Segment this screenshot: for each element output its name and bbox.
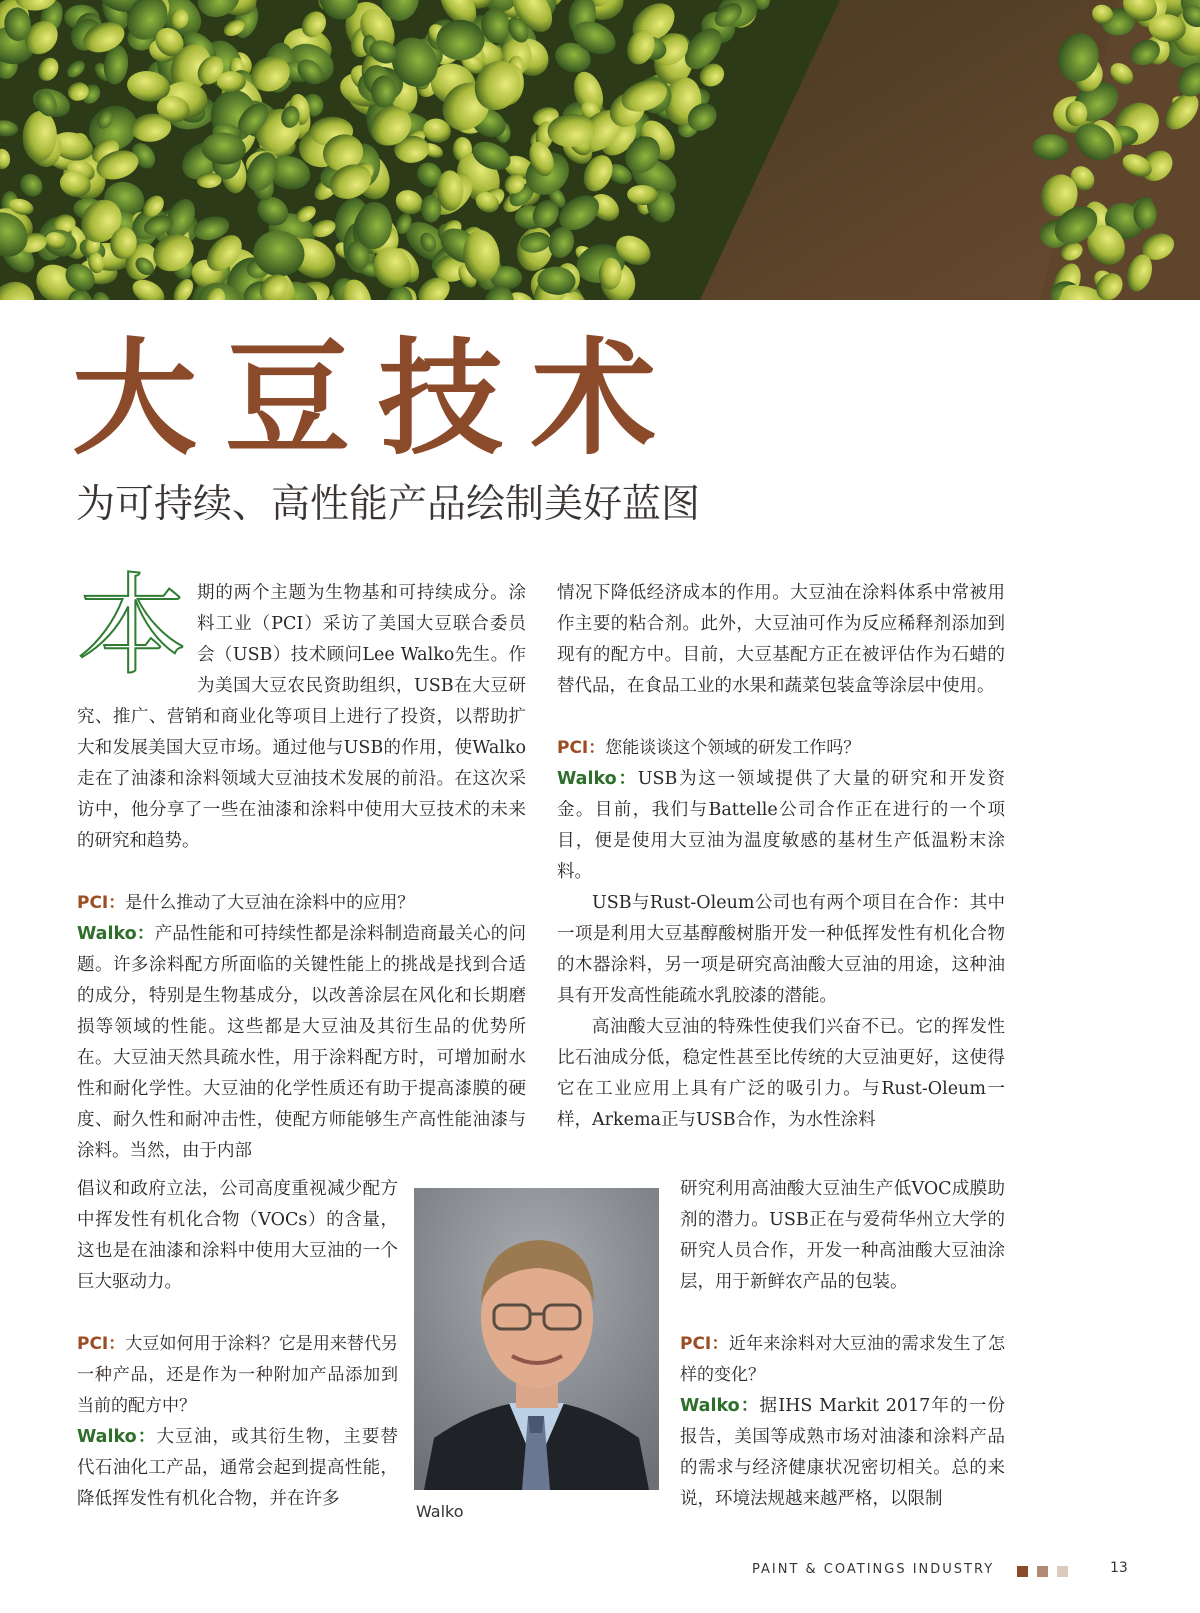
footer-square-2 <box>1037 1566 1048 1577</box>
pci-label: PCI： <box>77 1334 126 1354</box>
footer-square-1 <box>1017 1566 1028 1577</box>
question-3 <box>557 733 1005 764</box>
question-4 <box>680 1329 1005 1391</box>
page-number: 13 <box>1110 1560 1128 1576</box>
right-column <box>557 578 1005 1136</box>
leaf <box>1134 199 1157 230</box>
answer-3-text: USB为这一领域提供了大量的研究和开发资金。目前，我们与Battelle公司合作正在进行的一个项目，便是使用大豆油为温度敏感的基材生产低温粉末涂料。 <box>557 769 1005 882</box>
answer-1-continued: 倡议和政府立法，公司高度重视减少配方中挥发性有机化合物（VOCs）的含量，这也是在油漆和涂料中使用大豆油的一个巨大驱动力。 <box>77 1179 398 1292</box>
question-2 <box>77 1329 398 1422</box>
left-narrow-column <box>77 1174 398 1515</box>
answer-2 <box>77 1422 398 1515</box>
leaf <box>421 195 441 223</box>
answer-2-continued: 情况下降低经济成本的作用。大豆油在涂料体系中常被用作主要的粘合剂。此外，大豆油可作为反应稀释剂添加到现有的配方中。目前，大豆基配方正在被评估作为石蜡的替代品，在食品工业的水果和蔬菜包装盒等涂层中使用。 <box>557 583 1005 696</box>
answer-4-text: 据IHS Markit 2017年的一份报告，美国等成熟市场对油漆和涂料产品的需求与经济健康状况密切相关。总的来说，环境法规越来越严格，以限制 <box>680 1396 1005 1509</box>
answer-3-paragraph-2: USB与Rust-Oleum公司也有两个项目在合作：其中一项是利用大豆基醇酸树脂开发一种低挥发性有机化合物的木器涂料，另一项是研究高油酸大豆油的用途，这种油具有开发高性能疏水乳胶漆的潜能。 <box>557 893 1005 1006</box>
leaf <box>436 20 484 60</box>
walko-label: Walko： <box>77 924 155 944</box>
pci-label: PCI： <box>680 1334 729 1354</box>
question-1 <box>77 888 526 919</box>
hero-image-soybean-field <box>0 0 1200 300</box>
pci-label: PCI： <box>77 893 126 913</box>
question-4-text: 近年来涂料对大豆油的需求发生了怎样的变化？ <box>680 1334 1006 1385</box>
page-title: 大豆技术 <box>72 327 684 472</box>
dropcap: 本 <box>77 562 187 690</box>
walko-label: Walko： <box>680 1396 760 1416</box>
answer-1 <box>77 919 526 1167</box>
intro-text: 期的两个主题为生物基和可持续成分。涂料工业（PCI）采访了美国大豆联合委员会（USB）技术顾问Lee Walko先生。作为美国大豆农民资助组织，USB在大豆研究、推广、营销和商业化等项目上进行了投资，以帮助扩大和发展美国大豆市场。通过他与USB的作用，使Walko走在了油漆和涂料领域大豆油技术发展的前沿。在这次采访中，他分享了一些在油漆和涂料中使用大豆技术的未来的研究和趋势。 <box>77 583 526 851</box>
walko-label: Walko： <box>77 1427 157 1447</box>
footer-square-3 <box>1057 1566 1068 1577</box>
answer-3-paragraph-3-continued: 研究利用高油酸大豆油生产低VOC成膜助剂的潜力。USB正在与爱荷华州立大学的研究人员合作，开发一种高油酸大豆油涂层，用于新鲜农产品的包装。 <box>680 1179 1005 1292</box>
answer-3-paragraph-3: 高油酸大豆油的特殊性使我们兴奋不已。它的挥发性比石油成分低，稳定性甚至比传统的大豆油更好，这使得它在工业应用上具有广泛的吸引力。与Rust-Oleum一样，Arkema正与USB合作，为水性涂料 <box>557 1017 1005 1130</box>
pci-label: PCI： <box>557 738 606 758</box>
question-3-text: 您能谈谈这个领域的研发工作吗？ <box>605 738 861 758</box>
answer-2-text: 大豆油，或其衍生物，主要替代石油化工产品，通常会起到提高性能，降低挥发性有机化合物，并在许多 <box>77 1427 398 1509</box>
answer-1-text: 产品性能和可持续性都是涂料制造商最关心的问题。许多涂料配方所面临的关键性能上的挑战是找到合适的成分，特别是生物基成分，以改善涂层在风化和长期磨损等领域的性能。这些都是大豆油及其衍生品的优势所在。大豆油天然具疏水性，用于涂料配方时，可增加耐水性和耐化学性。大豆油的化学性质还有助于提高漆膜的硬度、耐久性和耐冲击性，使配方师能够生产高性能油漆与涂料。当然，由于内部 <box>77 924 526 1161</box>
publication-name: PAINT & COATINGS INDUSTRY <box>752 1562 995 1577</box>
photo-caption: Walko <box>416 1502 464 1521</box>
intro-paragraph <box>77 562 526 857</box>
answer-4 <box>680 1391 1005 1515</box>
page-subtitle: 为可持续、高性能产品绘制美好蓝图 <box>76 482 701 527</box>
left-column <box>77 562 526 1167</box>
question-1-text: 是什么推动了大豆油在涂料中的应用？ <box>125 893 415 913</box>
portrait-photo <box>414 1188 659 1490</box>
question-2-text: 大豆如何用于涂料？它是用来替代另一种产品，还是作为一种附加产品添加到当前的配方中？ <box>77 1334 399 1416</box>
answer-3 <box>557 764 1005 888</box>
walko-label: Walko： <box>557 769 638 789</box>
right-narrow-column <box>680 1174 1005 1515</box>
